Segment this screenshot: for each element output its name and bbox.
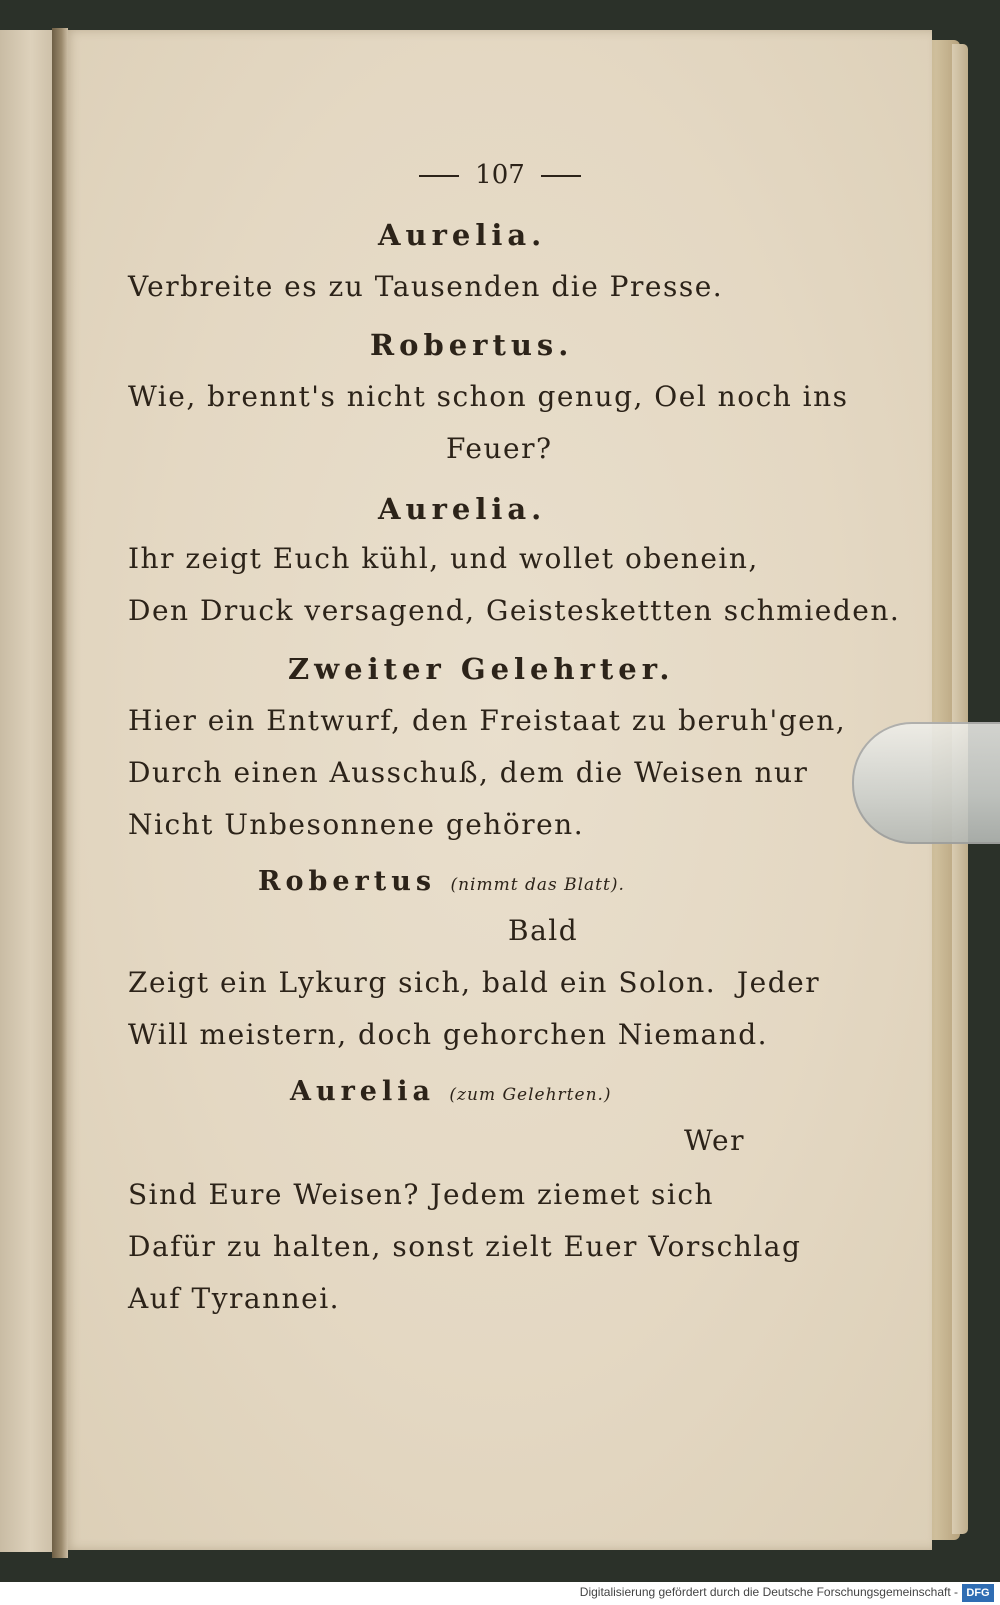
footer-bar — [0, 1582, 1000, 1605]
verse-line: Hier ein Entwurf, den Freistaat zu beruh'gen, — [128, 704, 847, 737]
page-number-value: 107 — [475, 160, 525, 190]
speaker-aurelia-1: Aurelia. — [378, 218, 547, 252]
binding-gutter — [52, 28, 68, 1558]
speaker-name: Aurelia — [290, 1076, 435, 1107]
page-number-dash-right — [541, 175, 581, 177]
speaker-aurelia-2: Aurelia. — [378, 492, 547, 526]
footer-credit: Digitalisierung gefördert durch die Deutsche Forschungsgemeinschaft - — [579, 1585, 958, 1599]
verse-line: Wer — [684, 1124, 745, 1157]
verse-line: Auf Tyrannei. — [128, 1282, 341, 1315]
page-number — [0, 160, 1000, 190]
glass-page-clip — [852, 722, 1000, 844]
verse-line: Nicht Unbesonnene gehören. — [128, 808, 585, 841]
dfg-logo[interactable]: DFG — [962, 1584, 994, 1602]
speaker-robertus-1: Robertus. — [370, 328, 574, 362]
verse-line: Verbreite es zu Tausenden die Presse. — [128, 270, 724, 303]
verse-line: Den Druck versagend, Geisteskettten schmieden. — [128, 594, 901, 627]
verse-line: Feuer? — [446, 432, 553, 465]
stage-direction: (nimmt das Blatt). — [450, 875, 625, 895]
verse-line: Sind Eure Weisen? Jedem ziemet sich — [128, 1178, 715, 1211]
book-page — [64, 30, 932, 1550]
stage-direction: (zum Gelehrten.) — [449, 1085, 612, 1105]
verse-line: Ihr zeigt Euch kühl, und wollet obenein, — [128, 542, 759, 575]
page-number-dash-left — [419, 175, 459, 177]
verse-line: Will meistern, doch gehorchen Niemand. — [128, 1018, 769, 1051]
verse-line: Dafür zu halten, sonst zielt Euer Vorschlag — [128, 1230, 802, 1263]
speaker-robertus-2 — [258, 866, 625, 897]
speaker-aurelia-3 — [290, 1076, 612, 1107]
speaker-name: Robertus — [258, 866, 437, 897]
speaker-zweiter-gelehrter: Zweiter Gelehrter. — [288, 652, 675, 686]
verse-line: Wie, brennt's nicht schon genug, Oel noch ins — [128, 380, 849, 413]
previous-page-edge — [0, 30, 56, 1552]
verse-line: Durch einen Ausschuß, dem die Weisen nur — [128, 756, 809, 789]
verse-line: Zeigt ein Lykurg sich, bald ein Solon. Jeder — [128, 966, 821, 999]
verse-line: Bald — [508, 914, 579, 947]
